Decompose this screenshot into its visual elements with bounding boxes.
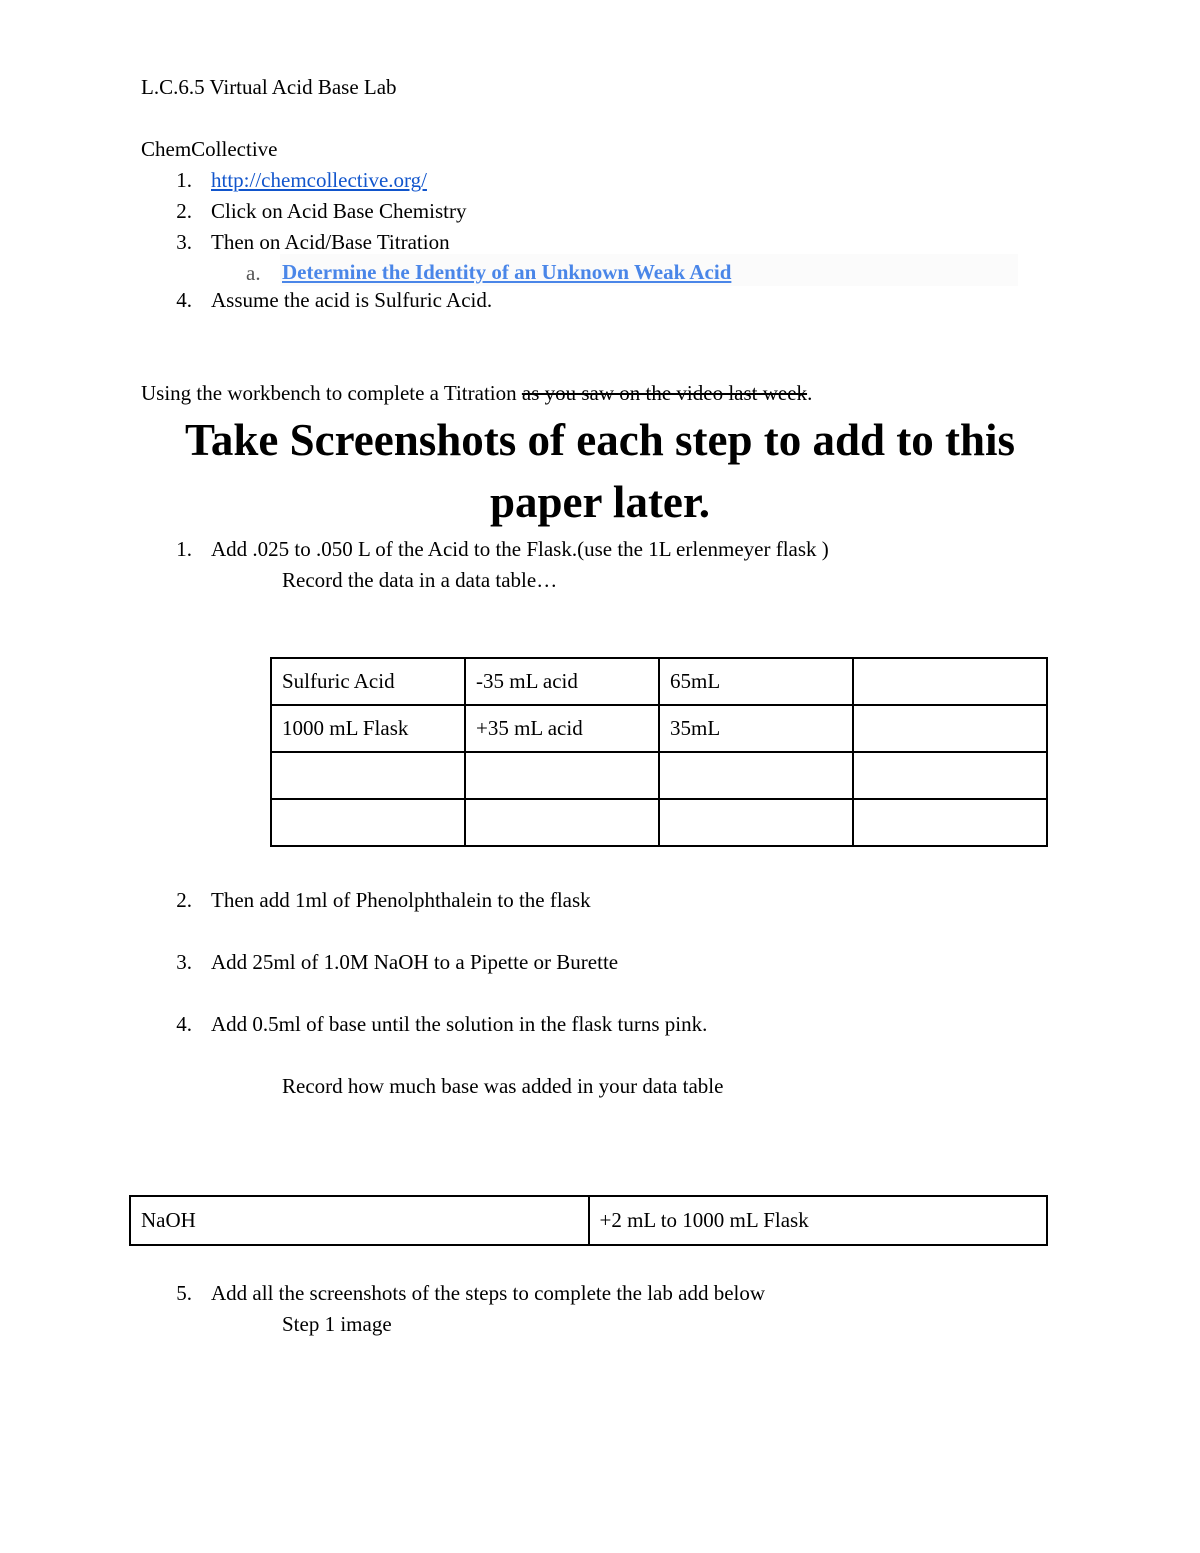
intro-step-number: 1.: [176, 168, 192, 192]
table-cell: +2 mL to 1000 mL Flask: [589, 1196, 1048, 1245]
procedure-step-text: Add 0.5ml of base until the solution in the flask turns pink.: [211, 1012, 708, 1036]
procedure-step-text: Add 25ml of 1.0M NaOH to a Pipette or Burette: [211, 950, 619, 974]
procedure-step-number: 4.: [176, 1012, 192, 1036]
intro-step-number: 2.: [176, 199, 192, 223]
table-cell: [659, 799, 853, 846]
table-cell: -35 mL acid: [465, 658, 659, 705]
screenshot-heading-line2: paper later.: [490, 477, 710, 527]
document-title: L.C.6.5 Virtual Acid Base Lab: [141, 75, 397, 99]
intro-step-text: Assume the acid is Sulfuric Acid.: [211, 288, 493, 312]
table-row: [271, 658, 1047, 705]
procedure-step-text: Add .025 to .050 L of the Acid to the Flask.(use the 1L erlenmeyer flask ): [211, 537, 829, 561]
table-cell: [853, 658, 1047, 705]
procedure-step-number: 5.: [176, 1281, 192, 1305]
screenshot-heading-line1: Take Screenshots of each step to add to this: [184, 415, 1016, 465]
table-cell: NaOH: [130, 1196, 589, 1245]
procedure-step-text: Then add 1ml of Phenolphthalein to the flask: [211, 888, 591, 912]
struck-text: as you saw on the video last week: [521, 381, 808, 405]
acid-data-table: [270, 657, 1048, 847]
table-row: [130, 1196, 1047, 1245]
workbench-text: Using the workbench to complete a Titration: [141, 381, 522, 405]
workbench-instruction: [141, 383, 812, 404]
table-cell: 1000 mL Flask: [271, 705, 465, 752]
table-row: [271, 799, 1047, 846]
table-cell: [465, 799, 659, 846]
section-label: ChemCollective: [141, 137, 278, 161]
table-cell: [853, 752, 1047, 799]
table-cell: [465, 752, 659, 799]
procedure-step-note: Step 1 image: [282, 1312, 392, 1336]
table-cell: 35mL: [659, 705, 853, 752]
intro-step-number: 3.: [176, 230, 192, 254]
workbench-end: .: [807, 381, 813, 405]
intro-step-text: Then on Acid/Base Titration: [211, 230, 450, 254]
table-row: [271, 705, 1047, 752]
table-cell: [659, 752, 853, 799]
procedure-step-number: 2.: [176, 888, 192, 912]
base-data-table: [129, 1195, 1048, 1246]
table-cell: +35 mL acid: [465, 705, 659, 752]
table-cell: Sulfuric Acid: [271, 658, 465, 705]
procedure-step-note: Record how much base was added in your data table: [282, 1074, 724, 1098]
intro-step-text: Click on Acid Base Chemistry: [211, 199, 467, 223]
procedure-step-text: Add all the screenshots of the steps to complete the lab add below: [211, 1281, 766, 1305]
table-cell: [271, 799, 465, 846]
table-cell: [853, 705, 1047, 752]
procedure-step-number: 3.: [176, 950, 192, 974]
table-cell: [853, 799, 1047, 846]
procedure-step-note: Record the data in a data table…: [282, 568, 558, 592]
table-cell: 65mL: [659, 658, 853, 705]
unknown-weak-acid-link[interactable]: Determine the Identity of an Unknown Weak Acid: [282, 260, 732, 284]
sub-step-letter: a.: [246, 261, 261, 285]
intro-step-number: 4.: [176, 288, 192, 312]
procedure-step-number: 1.: [176, 537, 192, 561]
chemcollective-link[interactable]: http://chemcollective.org/: [211, 168, 427, 192]
table-row: [271, 752, 1047, 799]
table-cell: [271, 752, 465, 799]
